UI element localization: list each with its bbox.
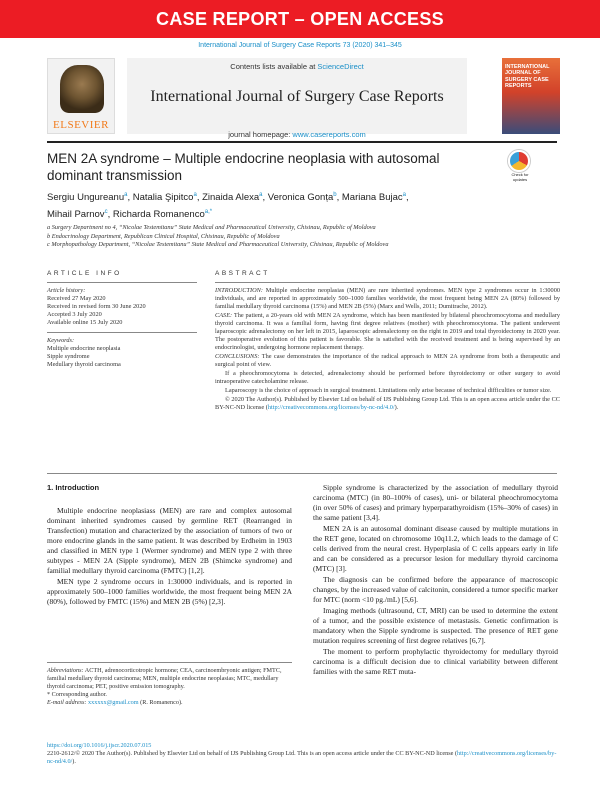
keyword: Medullary thyroid carcinoma	[47, 361, 121, 368]
article-info	[47, 270, 197, 369]
journal-citation[interactable]: International Journal of Surgery Case Reports 73 (2020) 341–345	[198, 42, 402, 49]
author-name[interactable]: Mihail Parnov	[47, 209, 105, 221]
author-name[interactable]: Sergiu Ungureanu	[47, 192, 125, 204]
elsevier-name: ELSEVIER	[53, 119, 109, 131]
email-line: E-mail address: xxxxxx@gmail.com (R. Romanenco).	[47, 699, 183, 706]
email-link[interactable]: xxxxxx@gmail.com	[88, 699, 139, 706]
paragraph: Multiple endocrine neoplasiass (MEN) are rare and complex autosomal dominant inherited syndromes caused by germline RET (Rearranged in Transfection) mutation and characterized by the association of tumors of two or more endocrine glands in the same patient. It was described by Erdheim in 1903 and classified in MEN type 1 (Wermer syndrome) and MEN type 2 with three subtypes - MEN 2A (Sipple syndrome), MEN 2B (Shimcke syndrome) and familial medullary thyroid carcinoma (FMTC) [1,2].	[47, 506, 292, 575]
journal-title-box	[127, 58, 467, 134]
doi-link[interactable]: https://doi.org/10.1016/j.ijscr.2020.07.015	[47, 742, 152, 749]
abbreviations: Abbreviations: ACTH, adrenocorticotropic hormone; CEA, carcinoembryonic antigen; FMTC, familial medullary thyroid carcinoma; MEN, multiple endocrine neoplasias; MTC, medullary thyroid carcinoma; PET, positive emission tomography.	[47, 667, 282, 690]
footnotes	[47, 662, 292, 707]
abstract-heading: ABSTRACT	[215, 270, 270, 277]
journal-cover-text: INTERNATIONAL JOURNAL OF SURGERY CASE REPORTS	[505, 64, 550, 89]
paragraph: MEN 2A is an autosomal dominant disease caused by multiple mutations in the RET gene, located on chromosome 10q11.2, which leads to the damage of C cells derived from the neural crest. Hyperplasia of C cells appears early in life and can be considered as a precursor lesion for medullary thyroid carcinoma (MTC) [3].	[313, 524, 558, 573]
abstract-para3: Laparoscopy is the choice of approach in surgical treatment. Limitations only arise because of technical difficulties or tumor size.	[225, 387, 552, 394]
divider	[47, 282, 197, 283]
paragraph: Imaging methods (ultrasound, CT, MRI) can be used to determine the extent of a tumor, and the possible existence of metastasis. Genetic confirmation is mandatory when the Sipple syndrome is suspected. The presence of RET gene mutation requires screening of first degree relatives [6,7].	[313, 606, 558, 645]
check-updates-icon	[508, 150, 530, 172]
contents-line: Contents lists available at ScienceDirect	[230, 62, 364, 71]
article-title: MEN 2A syndrome – Multiple endocrine neoplasia with autosomal dominant transmission	[47, 151, 440, 183]
paragraph: Sipple syndrome is characterized by the association of medullary thyroid carcinoma (MTC) (in 80–100% of cases), uni- or bilateral pheochromocytoma (in over 50% of cases) and primary hyperparathyroidism (15%–30% of cases) in the same patient [3,4].	[313, 483, 558, 522]
divider	[47, 332, 197, 333]
affiliation-c: c Morphopathology Department, “Nicolae Testemitanu” State Medical and Pharmaceutical University, Chisinau, Republic of Moldova	[47, 241, 389, 248]
paragraph: MEN type 2 syndrome occurs in 1:30000 individuals, and is reported in approximately 500–1000 families worldwide, the most frequent being MEN 2A (80%), followed by FMTC (15%) and MEN 2B (5%) [2,3].	[47, 577, 292, 606]
license-link[interactable]: http://creativecommons.org/licenses/by-nc-nd/4.0/	[267, 404, 395, 411]
author-name[interactable]: Natalia Şipitco	[132, 192, 194, 204]
body-column-left	[47, 483, 292, 608]
keyword: Sipple syndrome	[47, 353, 90, 360]
affiliation-a: a Surgery Department no 4, “Nicolae Testemitanu” State Medical and Pharmaceutical University, Chisinau, Republic of Moldova	[47, 224, 376, 231]
journal-title: International Journal of Surgery Case Reports	[150, 88, 444, 105]
header-rule	[47, 141, 557, 143]
case-report-banner: CASE REPORT – OPEN ACCESS	[0, 0, 600, 38]
elsevier-logo[interactable]	[47, 58, 115, 134]
keyword: Multiple endocrine neoplasia	[47, 345, 121, 352]
journal-homepage: journal homepage: www.casereports.com	[228, 130, 366, 139]
check-updates-label: Check for updates	[511, 172, 529, 182]
abstract-case: CASE: The patient, a 20-years old with MEN 2A syndrome, which has been manifested by bilateral pheochromocytoma and medullary thyroid carcinoma. It was a familial form, having first degree relatives (mother) with pheochromocytoma. The patient underwent laparoscopic adrenalectomy on her left in 2015, laparoscopic adrenalectomy on the right in 2019 and total thyroidectomy in 2020 year. The postoperative evolution of this patient is favorable. She is satisfied with the received treatment and is being supervised by an endocrinologist, undergoing hormone replacement therapy.	[215, 312, 560, 351]
body-column-right	[313, 483, 558, 678]
article-history: Article history: Received 27 May 2020 Received in revised form 30 June 2020 Accepted 3 July 2020 Available online 15 July 2020	[47, 287, 146, 326]
affiliations	[47, 224, 557, 250]
journal-header	[47, 58, 557, 138]
affiliation-b: b Endocrinology Department, Republican Clinical Hospital, Chisinau, Republic of Moldova	[47, 232, 280, 240]
abstract-conclusions: CONCLUSIONS: The case demonstrates the importance of the radical approach to MEN 2A syndrome from both a therapeutic and surgical point of view.	[215, 353, 560, 368]
footer-license: 2210-2612/© 2020 The Author(s). Published by Elsevier Ltd on behalf of IJS Publishing Group Ltd. This is an open access article under the CC BY-NC-ND license (http://creativecommons.org/licenses/by-nc-nd/4.0/).	[47, 750, 557, 766]
journal-cover[interactable]	[502, 58, 560, 134]
check-for-updates-badge[interactable]	[508, 150, 532, 180]
keywords: Keywords: Multiple endocrine neoplasia Sipple syndrome Medullary thyroid carcinoma	[47, 337, 121, 368]
section-heading: 1. Introduction	[47, 483, 100, 492]
corresponding-author: * Corresponding author.	[47, 691, 107, 698]
abstract-bottom-rule	[47, 473, 557, 474]
sciencedirect-link[interactable]: ScienceDirect	[317, 62, 364, 71]
author-name[interactable]: Zinaida Alexa	[202, 192, 260, 204]
author-name[interactable]: Mariana Bujac	[341, 192, 403, 204]
homepage-link[interactable]: www.casereports.com	[292, 130, 366, 139]
author-list: Sergiu Ungureanu$^a$, Natalia Şipitco$^a$, Zinaida Alexa$^a$, Veronica Gonța$^b$, Mariana Bujac$^a$, Mihail Parnov$^c$, Richarda Romanenco$^{a,*}$	[47, 192, 409, 221]
article-info-heading: ARTICLE INFO	[47, 270, 122, 277]
abstract-intro: INTRODUCTION: Multiple endocrine neoplasias (MEN) are rare inherited syndromes. MEN type 2 syndromes occur in 1:30000 individuals, and are reported in approximately 500–1000 families worldwide, the most frequent being MEN 2A (80%) followed by familial medullary thyroid carcinoma (15%) and MEN 2B (5%) (Marx and Wells, 2011; Dumitrache, 2012).	[215, 287, 560, 310]
divider	[215, 282, 560, 283]
paragraph: The diagnosis can be confirmed before the appearance of macroscopic changes, by the increased value of calcitonin, considered a tumor specific marker for MTC (norm <10 pg./mL) [5,6].	[313, 575, 558, 604]
abstract-copyright: © 2020 The Author(s). Published by Elsevier Ltd on behalf of IJS Publishing Group Ltd. This is an open access article under the CC BY-NC-ND license (http://creativecommons.org/licenses/by-nc-nd/4.0/).	[215, 396, 560, 411]
elsevier-tree-icon	[60, 65, 104, 113]
abstract-para2: If a pheochromocytoma is detected, adrenalectomy should be performed before thyroidectomy or other surgery to avoid intraoperative catecholamine release.	[215, 370, 560, 385]
author-name[interactable]: Veronica Gonța	[267, 192, 334, 204]
abstract	[215, 270, 560, 413]
page-footer	[47, 742, 557, 767]
footer-license-link[interactable]: http://creativecommons.org/licenses/by-nc-nd/4.0/	[47, 750, 557, 766]
paragraph: The moment to perform prophylactic thyroidectomy for medullary thyroid carcinoma is a difficult decision due to clinical variability between different families with the same RET muta-	[313, 647, 558, 676]
author-name[interactable]: Richarda Romanenco	[112, 209, 205, 221]
